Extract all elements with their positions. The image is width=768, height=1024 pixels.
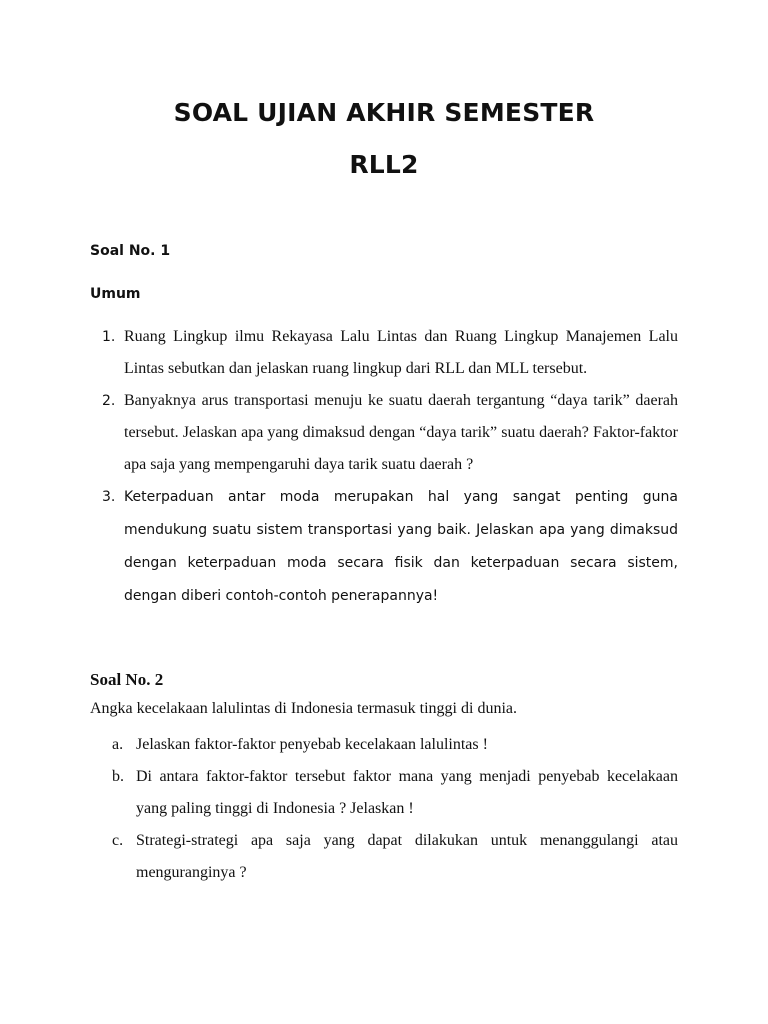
item-text: Ruang Lingkup ilmu Rekayasa Lalu Lintas dan Ruang Lingkup Manajemen Lalu Lintas sebutkan dan jelaskan ruang lingkup dari RLL dan MLL tersebut. bbox=[124, 328, 678, 377]
list-item bbox=[90, 761, 678, 825]
document-subtitle-code: RLL2 bbox=[349, 150, 419, 179]
item-text: Keterpaduan antar moda merupakan hal yang sangat penting guna mendukung suatu sistem transportasi yang baik. Jelaskan apa yang dimaksud dengan keterpaduan moda secara fisik dan keterpaduan secara sistem, dengan diberi contoh-contoh penerapannya! bbox=[124, 489, 678, 604]
list-item bbox=[90, 385, 678, 481]
section2-heading: Soal No. 2 bbox=[90, 670, 164, 689]
item-text: Strategi-strategi apa saja yang dapat dilakukan untuk menanggulangi atau menguranginya ? bbox=[136, 832, 678, 881]
section1-question-list bbox=[90, 321, 678, 613]
section2-question-list bbox=[90, 729, 678, 889]
item-letter: c. bbox=[112, 832, 124, 849]
item-number: 2. bbox=[102, 393, 116, 409]
section2-intro: Angka kecelakaan lalulintas di Indonesia termasuk tinggi di dunia. bbox=[90, 700, 517, 717]
section1-heading: Soal No. 1 bbox=[90, 243, 171, 259]
list-item bbox=[90, 825, 678, 889]
item-number: 1. bbox=[102, 329, 116, 345]
document-title: SOAL UJIAN AKHIR SEMESTER bbox=[173, 98, 595, 127]
item-text: Di antara faktor-faktor tersebut faktor mana yang menjadi penyebab kecelakaan yang paling tinggi di Indonesia ? Jelaskan ! bbox=[136, 768, 678, 817]
list-item bbox=[90, 729, 678, 761]
list-item bbox=[90, 481, 678, 613]
item-text: Jelaskan faktor-faktor penyebab kecelakaan lalulintas ! bbox=[136, 736, 488, 753]
item-letter: a. bbox=[112, 736, 124, 753]
item-text: Banyaknya arus transportasi menuju ke suatu daerah tergantung “daya tarik” daerah tersebut. Jelaskan apa yang dimaksud dengan “daya tarik” suatu daerah? Faktor-faktor apa saja yang mempengaruhi daya tarik suatu daerah ? bbox=[124, 392, 678, 473]
section1-subheading: Umum bbox=[90, 286, 141, 302]
list-item bbox=[90, 321, 678, 385]
item-number: 3. bbox=[102, 489, 116, 505]
item-letter: b. bbox=[112, 768, 124, 785]
